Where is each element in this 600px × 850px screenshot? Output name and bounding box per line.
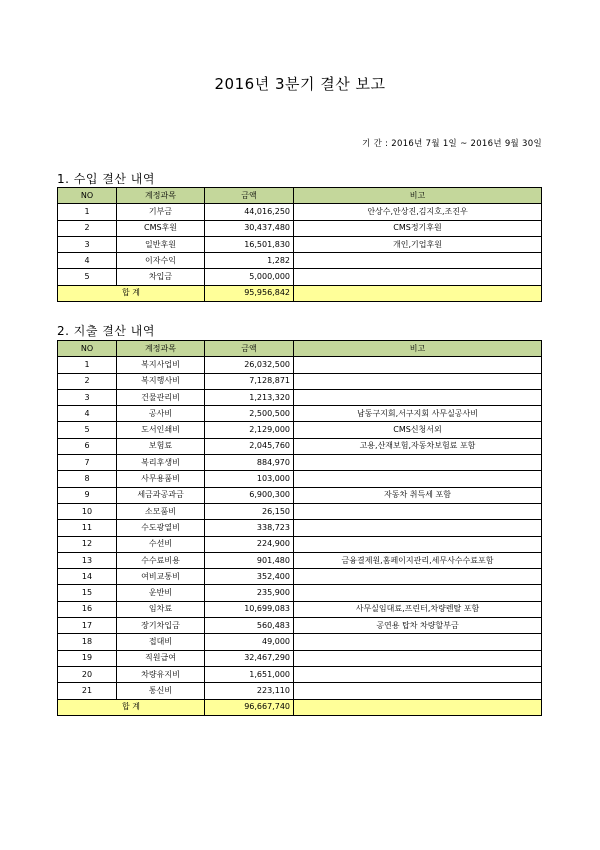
row-account: 통신비 <box>117 683 205 699</box>
row-account: 소모품비 <box>117 503 205 519</box>
table-row <box>58 220 542 236</box>
row-note: 자동차 취득세 포함 <box>294 487 542 503</box>
expense-table <box>57 340 542 716</box>
row-account: 수도광열비 <box>117 520 205 536</box>
report-title: 2016년 3분기 결산 보고 <box>214 75 386 93</box>
row-no: 11 <box>58 520 117 536</box>
row-amount: 1,651,000 <box>205 666 294 682</box>
report-period: 기 간 : 2016년 7월 1일 ~ 2016년 9월 30일 <box>362 139 542 149</box>
row-no: 21 <box>58 683 117 699</box>
row-no: 4 <box>58 253 117 269</box>
row-amount: 1,213,320 <box>205 389 294 405</box>
row-no: 9 <box>58 487 117 503</box>
row-no: 13 <box>58 552 117 568</box>
table-row <box>58 236 542 252</box>
row-no: 6 <box>58 438 117 454</box>
row-amount: 338,723 <box>205 520 294 536</box>
row-amount: 7,128,871 <box>205 373 294 389</box>
row-account: 일반후원 <box>117 236 205 252</box>
row-no: 1 <box>58 357 117 373</box>
row-account: 공사비 <box>117 406 205 422</box>
row-note: 안상수,안상진,김지호,조진우 <box>294 204 542 220</box>
row-account: 복리후생비 <box>117 455 205 471</box>
row-no: 17 <box>58 618 117 634</box>
table-row <box>58 455 542 471</box>
table-row <box>58 269 542 285</box>
row-note: CMS신청서외 <box>294 422 542 438</box>
table-row <box>58 634 542 650</box>
row-note <box>294 455 542 471</box>
row-note <box>294 585 542 601</box>
row-note: 개인,기업후원 <box>294 236 542 252</box>
table-row <box>58 406 542 422</box>
row-amount: 10,699,083 <box>205 601 294 617</box>
row-amount: 235,900 <box>205 585 294 601</box>
table-row <box>58 569 542 585</box>
header-account: 계정과목 <box>117 341 205 357</box>
row-no: 15 <box>58 585 117 601</box>
total-note <box>294 699 542 715</box>
row-account: 도서인쇄비 <box>117 422 205 438</box>
row-note: 금융결제원,홈페이지관리,세무사수수료포함 <box>294 552 542 568</box>
row-account: 수수료비용 <box>117 552 205 568</box>
income-heading: 1. 수입 결산 내역 <box>57 172 155 186</box>
table-row <box>58 618 542 634</box>
header-amount: 금액 <box>205 341 294 357</box>
row-no: 3 <box>58 389 117 405</box>
row-amount: 223,110 <box>205 683 294 699</box>
table-row <box>58 373 542 389</box>
row-no: 16 <box>58 601 117 617</box>
row-note: 남동구지회,서구지회 사무실공사비 <box>294 406 542 422</box>
table-row <box>58 503 542 519</box>
row-note <box>294 666 542 682</box>
table-row <box>58 438 542 454</box>
row-account: 수선비 <box>117 536 205 552</box>
row-account: 이자수익 <box>117 253 205 269</box>
row-amount: 16,501,830 <box>205 236 294 252</box>
row-note <box>294 520 542 536</box>
row-no: 5 <box>58 422 117 438</box>
row-amount: 1,282 <box>205 253 294 269</box>
row-note <box>294 253 542 269</box>
total-row <box>58 285 542 301</box>
row-amount: 2,500,500 <box>205 406 294 422</box>
row-no: 7 <box>58 455 117 471</box>
row-no: 1 <box>58 204 117 220</box>
table-row <box>58 422 542 438</box>
row-amount: 5,000,000 <box>205 269 294 285</box>
header-account: 계정과목 <box>117 188 205 204</box>
row-account: 복지행사비 <box>117 373 205 389</box>
row-account: 직원급여 <box>117 650 205 666</box>
total-row <box>58 699 542 715</box>
total-amount: 95,956,842 <box>205 285 294 301</box>
table-row <box>58 552 542 568</box>
row-note <box>294 683 542 699</box>
row-no: 2 <box>58 220 117 236</box>
row-amount: 26,150 <box>205 503 294 519</box>
row-account: CMS후원 <box>117 220 205 236</box>
row-account: 접대비 <box>117 634 205 650</box>
row-amount: 103,000 <box>205 471 294 487</box>
row-amount: 44,016,250 <box>205 204 294 220</box>
income-table <box>57 187 542 302</box>
table-row <box>58 253 542 269</box>
header-no: NO <box>58 188 117 204</box>
row-amount: 560,483 <box>205 618 294 634</box>
header-amount: 금액 <box>205 188 294 204</box>
row-account: 임차료 <box>117 601 205 617</box>
row-note <box>294 471 542 487</box>
row-no: 2 <box>58 373 117 389</box>
row-no: 10 <box>58 503 117 519</box>
row-note: 공연용 탑차 차량할부금 <box>294 618 542 634</box>
row-amount: 26,032,500 <box>205 357 294 373</box>
row-note: CMS정기후원 <box>294 220 542 236</box>
row-note <box>294 569 542 585</box>
row-note: 고용,산재보험,자동차보험료 포함 <box>294 438 542 454</box>
row-amount: 2,045,760 <box>205 438 294 454</box>
table-row <box>58 585 542 601</box>
row-account: 여비교통비 <box>117 569 205 585</box>
row-account: 장기차입금 <box>117 618 205 634</box>
row-no: 20 <box>58 666 117 682</box>
total-note <box>294 285 542 301</box>
row-amount: 30,437,480 <box>205 220 294 236</box>
expense-heading: 2. 지출 결산 내역 <box>57 324 155 338</box>
row-account: 사무용품비 <box>117 471 205 487</box>
row-account: 복지사업비 <box>117 357 205 373</box>
row-amount: 6,900,300 <box>205 487 294 503</box>
income-rows <box>58 204 542 302</box>
table-row <box>58 389 542 405</box>
table-row <box>58 204 542 220</box>
row-amount: 901,480 <box>205 552 294 568</box>
table-row <box>58 520 542 536</box>
row-amount: 2,129,000 <box>205 422 294 438</box>
row-no: 5 <box>58 269 117 285</box>
table-row <box>58 487 542 503</box>
row-no: 8 <box>58 471 117 487</box>
table-row <box>58 357 542 373</box>
total-amount: 96,667,740 <box>205 699 294 715</box>
header-no: NO <box>58 341 117 357</box>
row-note <box>294 503 542 519</box>
table-row <box>58 666 542 682</box>
row-amount: 352,400 <box>205 569 294 585</box>
row-note <box>294 536 542 552</box>
row-note <box>294 634 542 650</box>
table-row <box>58 683 542 699</box>
row-note <box>294 650 542 666</box>
income-header-row <box>58 188 542 204</box>
row-note: 사무실임대료,프린터,차량렌탈 포함 <box>294 601 542 617</box>
row-account: 건물관리비 <box>117 389 205 405</box>
total-label: 합 계 <box>58 699 205 715</box>
row-amount: 884,970 <box>205 455 294 471</box>
row-amount: 32,467,290 <box>205 650 294 666</box>
row-no: 3 <box>58 236 117 252</box>
total-label: 합 계 <box>58 285 205 301</box>
table-row <box>58 536 542 552</box>
table-row <box>58 471 542 487</box>
row-amount: 224,900 <box>205 536 294 552</box>
row-no: 12 <box>58 536 117 552</box>
header-note: 비고 <box>294 188 542 204</box>
row-note <box>294 269 542 285</box>
row-note <box>294 373 542 389</box>
row-no: 14 <box>58 569 117 585</box>
table-row <box>58 650 542 666</box>
header-note: 비고 <box>294 341 542 357</box>
row-note <box>294 389 542 405</box>
expense-rows <box>58 357 542 716</box>
row-account: 기부금 <box>117 204 205 220</box>
table-row <box>58 601 542 617</box>
row-no: 19 <box>58 650 117 666</box>
row-account: 세금과공과금 <box>117 487 205 503</box>
row-no: 4 <box>58 406 117 422</box>
row-account: 차입금 <box>117 269 205 285</box>
row-no: 18 <box>58 634 117 650</box>
row-account: 보험료 <box>117 438 205 454</box>
row-note <box>294 357 542 373</box>
row-account: 운반비 <box>117 585 205 601</box>
expense-header-row <box>58 341 542 357</box>
row-account: 차량유지비 <box>117 666 205 682</box>
row-amount: 49,000 <box>205 634 294 650</box>
